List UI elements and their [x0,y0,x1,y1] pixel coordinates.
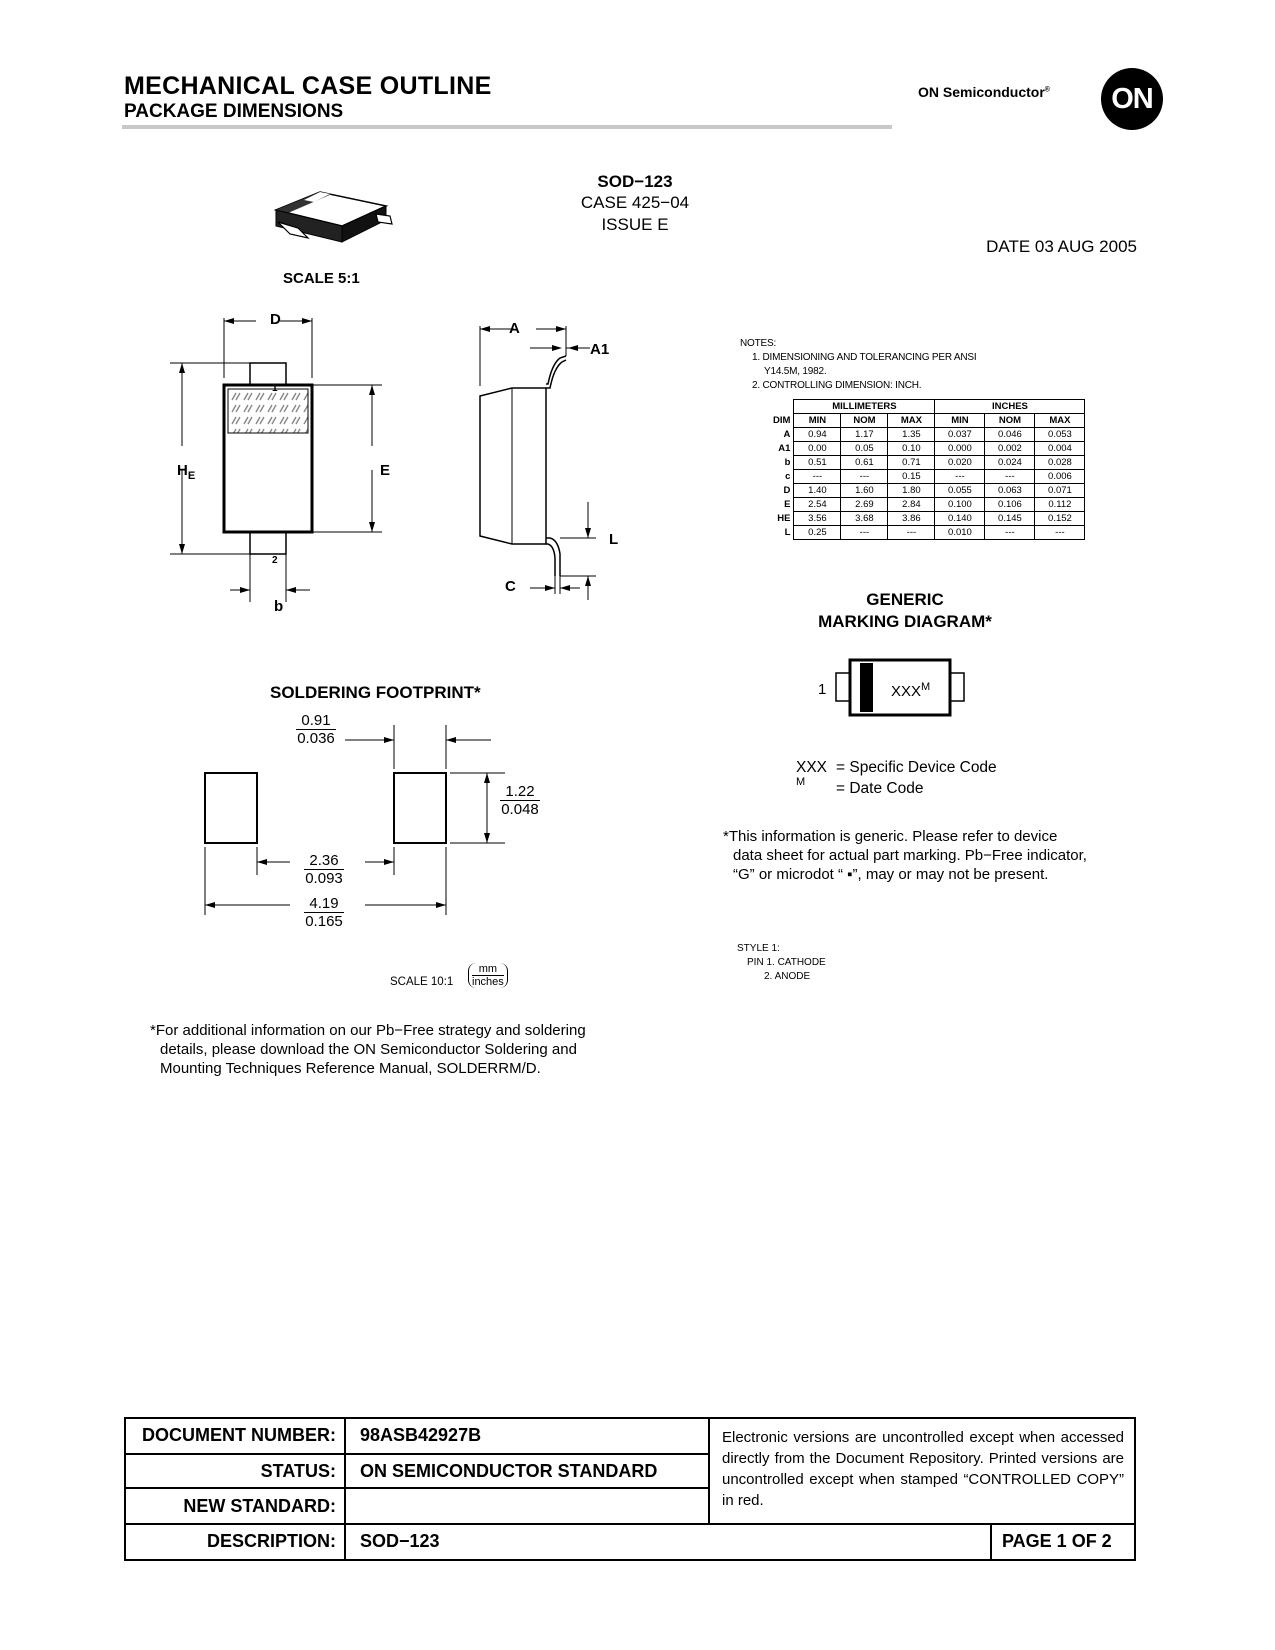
group-header-inches: INCHES [935,400,1085,414]
status-label: STATUS: [260,1461,336,1481]
package-scale: SCALE 5:1 [283,270,360,287]
unit-mm: mm [472,963,504,976]
description-label: DESCRIPTION: [206,1531,336,1551]
notes-block [740,337,976,393]
dim-label-HE-main: H [177,462,188,479]
dim-label-A: A [509,320,520,337]
new-standard-label: NEW STANDARD: [183,1496,336,1516]
table-cell: 3.86 [888,512,935,526]
dim-symbol-cell: D [771,484,794,498]
total-in: 0.165 [305,913,343,930]
table-cell: 0.112 [1035,498,1085,512]
side-view-drawing [470,326,620,616]
table-cell: 0.046 [985,428,1035,442]
table-body [771,428,1085,540]
brand-name [918,84,1050,100]
table-cell: 0.15 [888,470,935,484]
table-row [771,470,1085,484]
table-cell: 0.106 [985,498,1035,512]
status-value: ON SEMICONDUCTOR STANDARD [360,1461,658,1481]
table-cell: --- [794,470,841,484]
doc-number-label: DOCUMENT NUMBER: [142,1425,336,1445]
dim-label-C: C [505,578,516,595]
table-cell: --- [1035,526,1085,540]
dim-label-HE [177,462,195,482]
pb-note-line-2: details, please download the ON Semiconductor Soldering and [160,1041,577,1058]
pad-width-in: 0.036 [297,730,335,747]
total-mm: 4.19 [304,895,344,913]
table-cell: 0.140 [935,512,985,526]
table-header-cell: DIM [771,414,794,428]
marking-title-line2: MARKING DIAGRAM* [818,612,992,631]
pb-free-note [150,1021,630,1078]
table-corner [771,400,794,414]
footprint-scale: SCALE 10:1 [390,976,454,988]
table-row [771,526,1085,540]
table-cell: --- [985,470,1035,484]
table-header-cell: MIN [935,414,985,428]
registered-mark: ® [1044,86,1050,94]
dimensions-table [771,399,1085,540]
style-pin-1: PIN 1. CATHODE [747,957,826,968]
table-cell: 2.54 [794,498,841,512]
table-cell: 0.055 [935,484,985,498]
table-cell: 0.020 [935,456,985,470]
pb-note-line-3: Mounting Techniques Reference Manual, SOLDERRM/D. [160,1060,541,1077]
marking-date-sup: M [921,681,931,693]
table-cell: 0.000 [935,442,985,456]
table-cell: 0.00 [794,442,841,456]
table-cell: 1.80 [888,484,935,498]
box-divider-h3 [126,1523,1134,1525]
table-cell: 0.006 [1035,470,1085,484]
legend-date-code-key: M [796,776,806,788]
unit-legend [468,963,508,988]
dim-symbol-cell: E [771,498,794,512]
table-cell: 0.71 [888,456,935,470]
description-value: SOD−123 [360,1531,440,1551]
marking-title-line1: GENERIC [866,590,944,609]
box-divider-h1 [126,1453,710,1455]
style-block [737,942,826,984]
note-1-continued: Y14.5M, 1982. [764,366,827,377]
brand-text: ON Semiconductor [918,84,1045,100]
dim-symbol-cell: L [771,526,794,540]
document-info-box [124,1417,1136,1561]
dim-label-E: E [380,462,391,479]
style-heading: STYLE 1: [737,943,780,954]
table-cell: 2.84 [888,498,935,512]
pin-1-label: 1 [272,383,278,394]
legend-date-code-value: = Date Code [836,780,924,797]
style-pin-2: 2. ANODE [764,971,811,982]
page-indicator: PAGE 1 OF 2 [1002,1531,1112,1551]
legend-device-code-value: = Specific Device Code [836,759,997,776]
marking-pin-1: 1 [818,681,827,698]
box-divider-v1 [344,1419,346,1559]
table-cell: 0.063 [985,484,1035,498]
package-name: SOD−123 [597,172,673,191]
table-row [771,456,1085,470]
note-1: 1. DIMENSIONING AND TOLERANCING PER ANSI [752,352,977,363]
box-divider-h2 [126,1487,710,1489]
footprint-dim-total [304,895,344,930]
pb-note-line-1: *For additional information on our Pb−Free strategy and soldering [150,1022,586,1039]
pad-width-mm: 0.91 [296,712,336,730]
table-cell: 0.010 [935,526,985,540]
dim-label-b: b [274,598,284,615]
table-cell: 0.51 [794,456,841,470]
table-header-cell: MIN [794,414,841,428]
dim-label-A1: A1 [590,341,610,358]
table-cell: 0.028 [1035,456,1085,470]
table-cell: 0.61 [841,456,888,470]
table-cell: 0.037 [935,428,985,442]
dim-symbol-cell: HE [771,512,794,526]
document-date: DATE 03 AUG 2005 [986,237,1137,256]
table-cell: 0.004 [1035,442,1085,456]
page-subtitle: PACKAGE DIMENSIONS [124,101,344,122]
table-row [771,442,1085,456]
table-header-cell: NOM [841,414,888,428]
table-header-cell: NOM [985,414,1035,428]
dim-label-L: L [609,531,619,548]
marking-disclaimer [723,827,1115,884]
marking-code-text: XXX [891,683,922,700]
table-cell: 1.40 [794,484,841,498]
case-number: CASE 425−04 [580,193,690,212]
dim-symbol-cell: b [771,456,794,470]
table-row [771,512,1085,526]
dim-label-HE-sub: E [187,470,196,482]
notes-heading: NOTES: [740,338,777,349]
disclaimer-line-3: “G” or microdot “ ▪”, may or may not be present. [733,866,1049,883]
marking-code [891,681,930,700]
top-view-drawing [170,318,400,618]
table-cell: 0.002 [985,442,1035,456]
pad-height-in: 0.048 [501,801,539,818]
table-cell: 0.25 [794,526,841,540]
controlled-copy-notice: Electronic versions are uncontrolled except when accessed directly from the Document Repository. Printed versions are uncontrolled except when stamped “CONTROLLED COPY” in red. [722,1429,1124,1509]
gap-in: 0.093 [305,870,343,887]
table-cell: 2.69 [841,498,888,512]
table-cell: 0.94 [794,428,841,442]
disclaimer-line-2: data sheet for actual part marking. Pb−Free indicator, [733,847,1087,864]
table-header-cell: MAX [888,414,935,428]
issue-label: ISSUE E [601,215,669,234]
table-cell: 1.60 [841,484,888,498]
legend-device-code-key: XXX [796,759,828,776]
table-row [771,498,1085,512]
note-2: 2. CONTROLLING DIMENSION: INCH. [752,380,922,391]
table-cell: 0.145 [985,512,1035,526]
table-cell: 0.071 [1035,484,1085,498]
table-cell: --- [935,470,985,484]
footprint-dim-pad-width [296,712,336,747]
box-divider-v3 [990,1523,992,1559]
table-cell: 0.100 [935,498,985,512]
table-cell: 0.05 [841,442,888,456]
group-header-millimeters: MILLIMETERS [794,400,935,414]
table-header-cell: MAX [1035,414,1085,428]
table-cell: 0.152 [1035,512,1085,526]
disclaimer-line-1: *This information is generic. Please refer to device [723,828,1058,845]
table-cell: --- [985,526,1035,540]
table-cell: 0.024 [985,456,1035,470]
table-cell: 0.10 [888,442,935,456]
dim-label-D: D [270,311,281,328]
table-cell: 1.35 [888,428,935,442]
unit-inches: inches [472,976,504,988]
table-cell: --- [841,526,888,540]
doc-number-value: 98ASB42927B [360,1425,482,1445]
table-cell: --- [841,470,888,484]
table-cell: 0.053 [1035,428,1085,442]
footprint-dim-pad-height [500,783,540,818]
on-logo: ON [1101,68,1163,130]
page-title: MECHANICAL CASE OUTLINE [124,72,492,100]
table-row [771,428,1085,442]
table-cell: --- [888,526,935,540]
pad-height-mm: 1.22 [500,783,540,801]
pin-2-label: 2 [272,555,278,566]
package-3d-illustration [268,180,398,252]
footprint-dim-gap [304,852,344,887]
dim-symbol-cell: A [771,428,794,442]
table-cell: 1.17 [841,428,888,442]
footprint-title: SOLDERING FOOTPRINT* [270,683,481,702]
dim-symbol-cell: c [771,470,794,484]
box-divider-v2 [708,1419,710,1523]
gap-mm: 2.36 [304,852,344,870]
table-row [771,484,1085,498]
table-group-header-row [771,400,1085,414]
table-header-row [771,414,1085,428]
header-divider [122,125,892,129]
table-cell: 3.56 [794,512,841,526]
table-cell: 3.68 [841,512,888,526]
footprint-drawing [195,725,525,935]
dim-symbol-cell: A1 [771,442,794,456]
